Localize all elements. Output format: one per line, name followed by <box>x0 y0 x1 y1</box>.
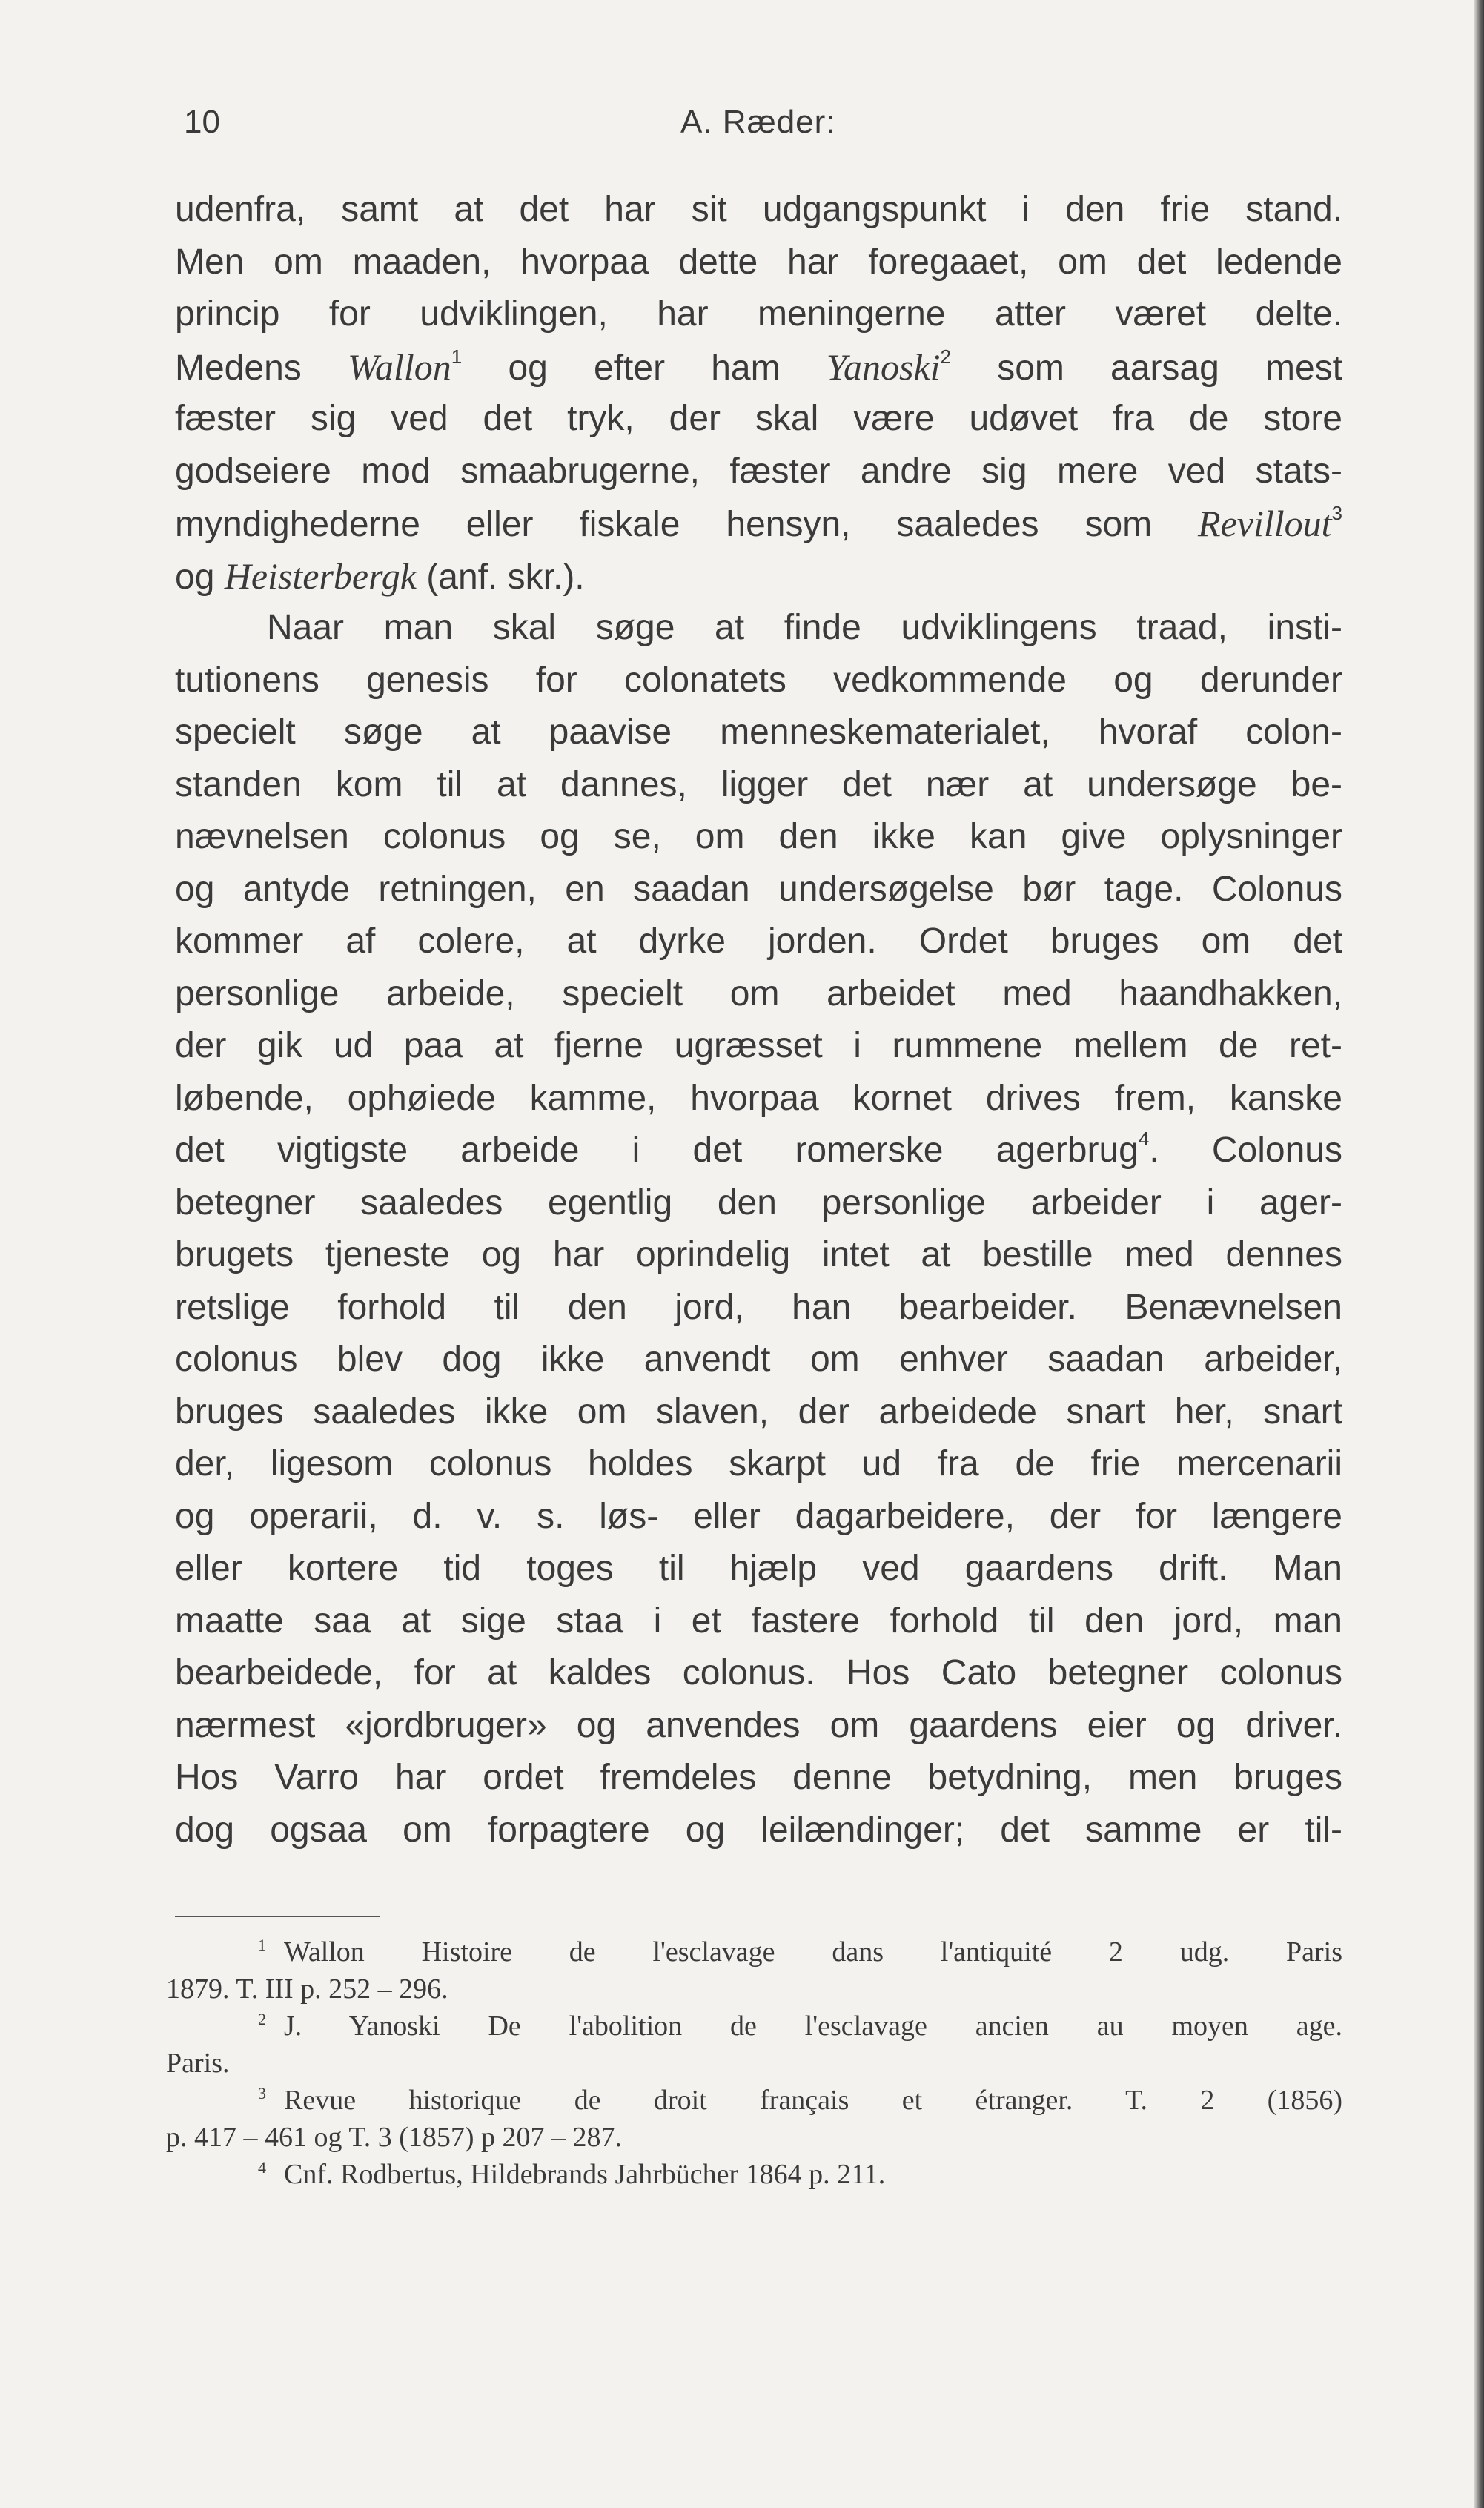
footnote-line <box>166 2008 1342 2045</box>
text-line: betegner saaledes egentlig den personlige arbeider i ager- <box>175 1182 1342 1222</box>
text-line: nærmest «jordbruger» og anvendes om gaardens eier og driver. <box>175 1705 1342 1745</box>
page-number: 10 <box>184 104 220 140</box>
text-line: Naar man skal søge at finde udviklingens traad, insti- <box>267 608 1342 647</box>
author-name-yanoski: Yanoski <box>826 345 941 388</box>
text-line: kommer af colere, at dyrke jorden. Ordet bruges om det <box>175 922 1342 961</box>
body-text <box>175 184 1342 1856</box>
text-line: og operarii, d. v. s. løs- eller dagarbeidere, der for længere <box>175 1496 1342 1536</box>
footnote-mark: 3 <box>258 2084 266 2102</box>
footnotes <box>166 1933 1342 2193</box>
text-line: eller kortere tid toges til hjælp ved gaardens drift. Man <box>175 1549 1342 1588</box>
footnote-ref: 4 <box>1138 1128 1150 1150</box>
footnote-text: Cnf. Rodbertus, Hildebrands Jahrbücher 1864 p. 211. <box>284 2159 886 2190</box>
text-run: (anf. skr.). <box>416 557 585 597</box>
text-line: Men om maaden, hvorpaa dette har foregaaet, om det ledende <box>175 242 1342 282</box>
author-name-wallon: Wallon <box>347 345 451 388</box>
page-edge-shadow <box>1474 0 1484 2508</box>
footnote-mark: 4 <box>258 2158 266 2177</box>
text-line: fæster sig ved det tryk, der skal være udøvet fra de store <box>175 399 1342 438</box>
text-line: maatte saa at sige staa i et fastere forhold til den jord, man <box>175 1601 1342 1641</box>
text-line: nævnelsen colonus og se, om den ikke kan give oplysninger <box>175 817 1342 856</box>
footnote-line <box>166 1933 1342 1971</box>
text-line <box>175 497 1342 550</box>
text-line: bearbeidede, for at kaldes colonus. Hos Cato betegner colonus <box>175 1653 1342 1693</box>
footnote-ref: 3 <box>1331 502 1342 524</box>
text-run: som aarsag mest <box>951 348 1343 388</box>
footnote-line <box>166 2082 1342 2119</box>
footnote-divider <box>175 1916 380 1917</box>
text-line: colonus blev dog ikke anvendt om enhver saadan arbeider, <box>175 1340 1342 1379</box>
footnote-line: p. 417 – 461 og T. 3 (1857) p 207 – 287. <box>166 2122 623 2153</box>
text-line: godseiere mod smaabrugerne, fæster andre sig mere ved stats- <box>175 451 1342 491</box>
footnote-line <box>166 2156 1342 2193</box>
text-line: bruges saaledes ikke om slaven, der arbeidede snart her, snart <box>175 1392 1342 1432</box>
text-line <box>175 550 1342 603</box>
author-name-heisterbergk: Heisterbergk <box>224 555 417 597</box>
text-run: Medens <box>175 348 348 388</box>
text-line <box>175 1125 1342 1177</box>
text-run: . Colonus <box>1149 1131 1342 1170</box>
text-line: retslige forhold til den jord, han bearbeider. Benævnelsen <box>175 1287 1342 1327</box>
footnote-mark: 2 <box>258 2010 266 2028</box>
footnote-text: J. Yanoski De l'abolition de l'esclavage ancien au moyen age. <box>284 2011 1342 2042</box>
text-line: tutionens genesis for colonatets vedkommende og derunder <box>175 660 1342 700</box>
text-line: og antyde retningen, en saadan undersøgelse bør tage. Colonus <box>175 869 1342 909</box>
text-line: Hos Varro har ordet fremdeles denne betydning, men bruges <box>175 1758 1342 1797</box>
text-line: løbende, ophøiede kamme, hvorpaa kornet drives frem, kanske <box>175 1078 1342 1118</box>
text-line: princip for udviklingen, har meningerne atter været delte. <box>175 294 1342 334</box>
footnote-mark: 1 <box>258 1936 266 1954</box>
text-run: det vigtigste arbeide i det romerske agerbrug <box>175 1131 1139 1170</box>
text-line: udenfra, samt at det har sit udgangspunkt i den frie stand. <box>175 190 1342 229</box>
text-run: myndighederne eller fiskale hensyn, saaledes som <box>175 505 1199 544</box>
text-line: specielt søge at paavise menneskematerialet, hvoraf colon- <box>175 712 1342 752</box>
text-line: standen kom til at dannes, ligger det nær at undersøge be- <box>175 764 1342 804</box>
page-header <box>175 104 1342 148</box>
footnote-ref: 2 <box>940 345 952 368</box>
text-line: der, ligesom colonus holdes skarpt ud fra de frie mercenarii <box>175 1444 1342 1483</box>
footnote-text: Wallon Histoire de l'esclavage dans l'antiquité 2 udg. Paris <box>284 1936 1342 1968</box>
footnote-line: Paris. <box>166 2048 230 2079</box>
footnote-text: Revue historique de droit français et étranger. T. 2 (1856) <box>284 2085 1342 2116</box>
text-line: dog ogsaa om forpagtere og leilændinger; det samme er til- <box>175 1810 1342 1850</box>
text-line: brugets tjeneste og har oprindelig intet at bestille med dennes <box>175 1235 1342 1274</box>
text-line <box>175 341 1342 394</box>
footnote-line: 1879. T. III p. 252 – 296. <box>166 1973 448 2005</box>
running-head: A. Ræder: <box>680 104 836 140</box>
text-run: og efter ham <box>462 348 827 388</box>
text-line: personlige arbeide, specielt om arbeidet med haandhakken, <box>175 973 1342 1013</box>
footnote-ref: 1 <box>451 345 463 368</box>
text-line: der gik ud paa at fjerne ugræsset i rummene mellem de ret- <box>175 1026 1342 1065</box>
text-run: og <box>175 557 225 597</box>
author-name-revillout: Revillout <box>1198 503 1332 544</box>
